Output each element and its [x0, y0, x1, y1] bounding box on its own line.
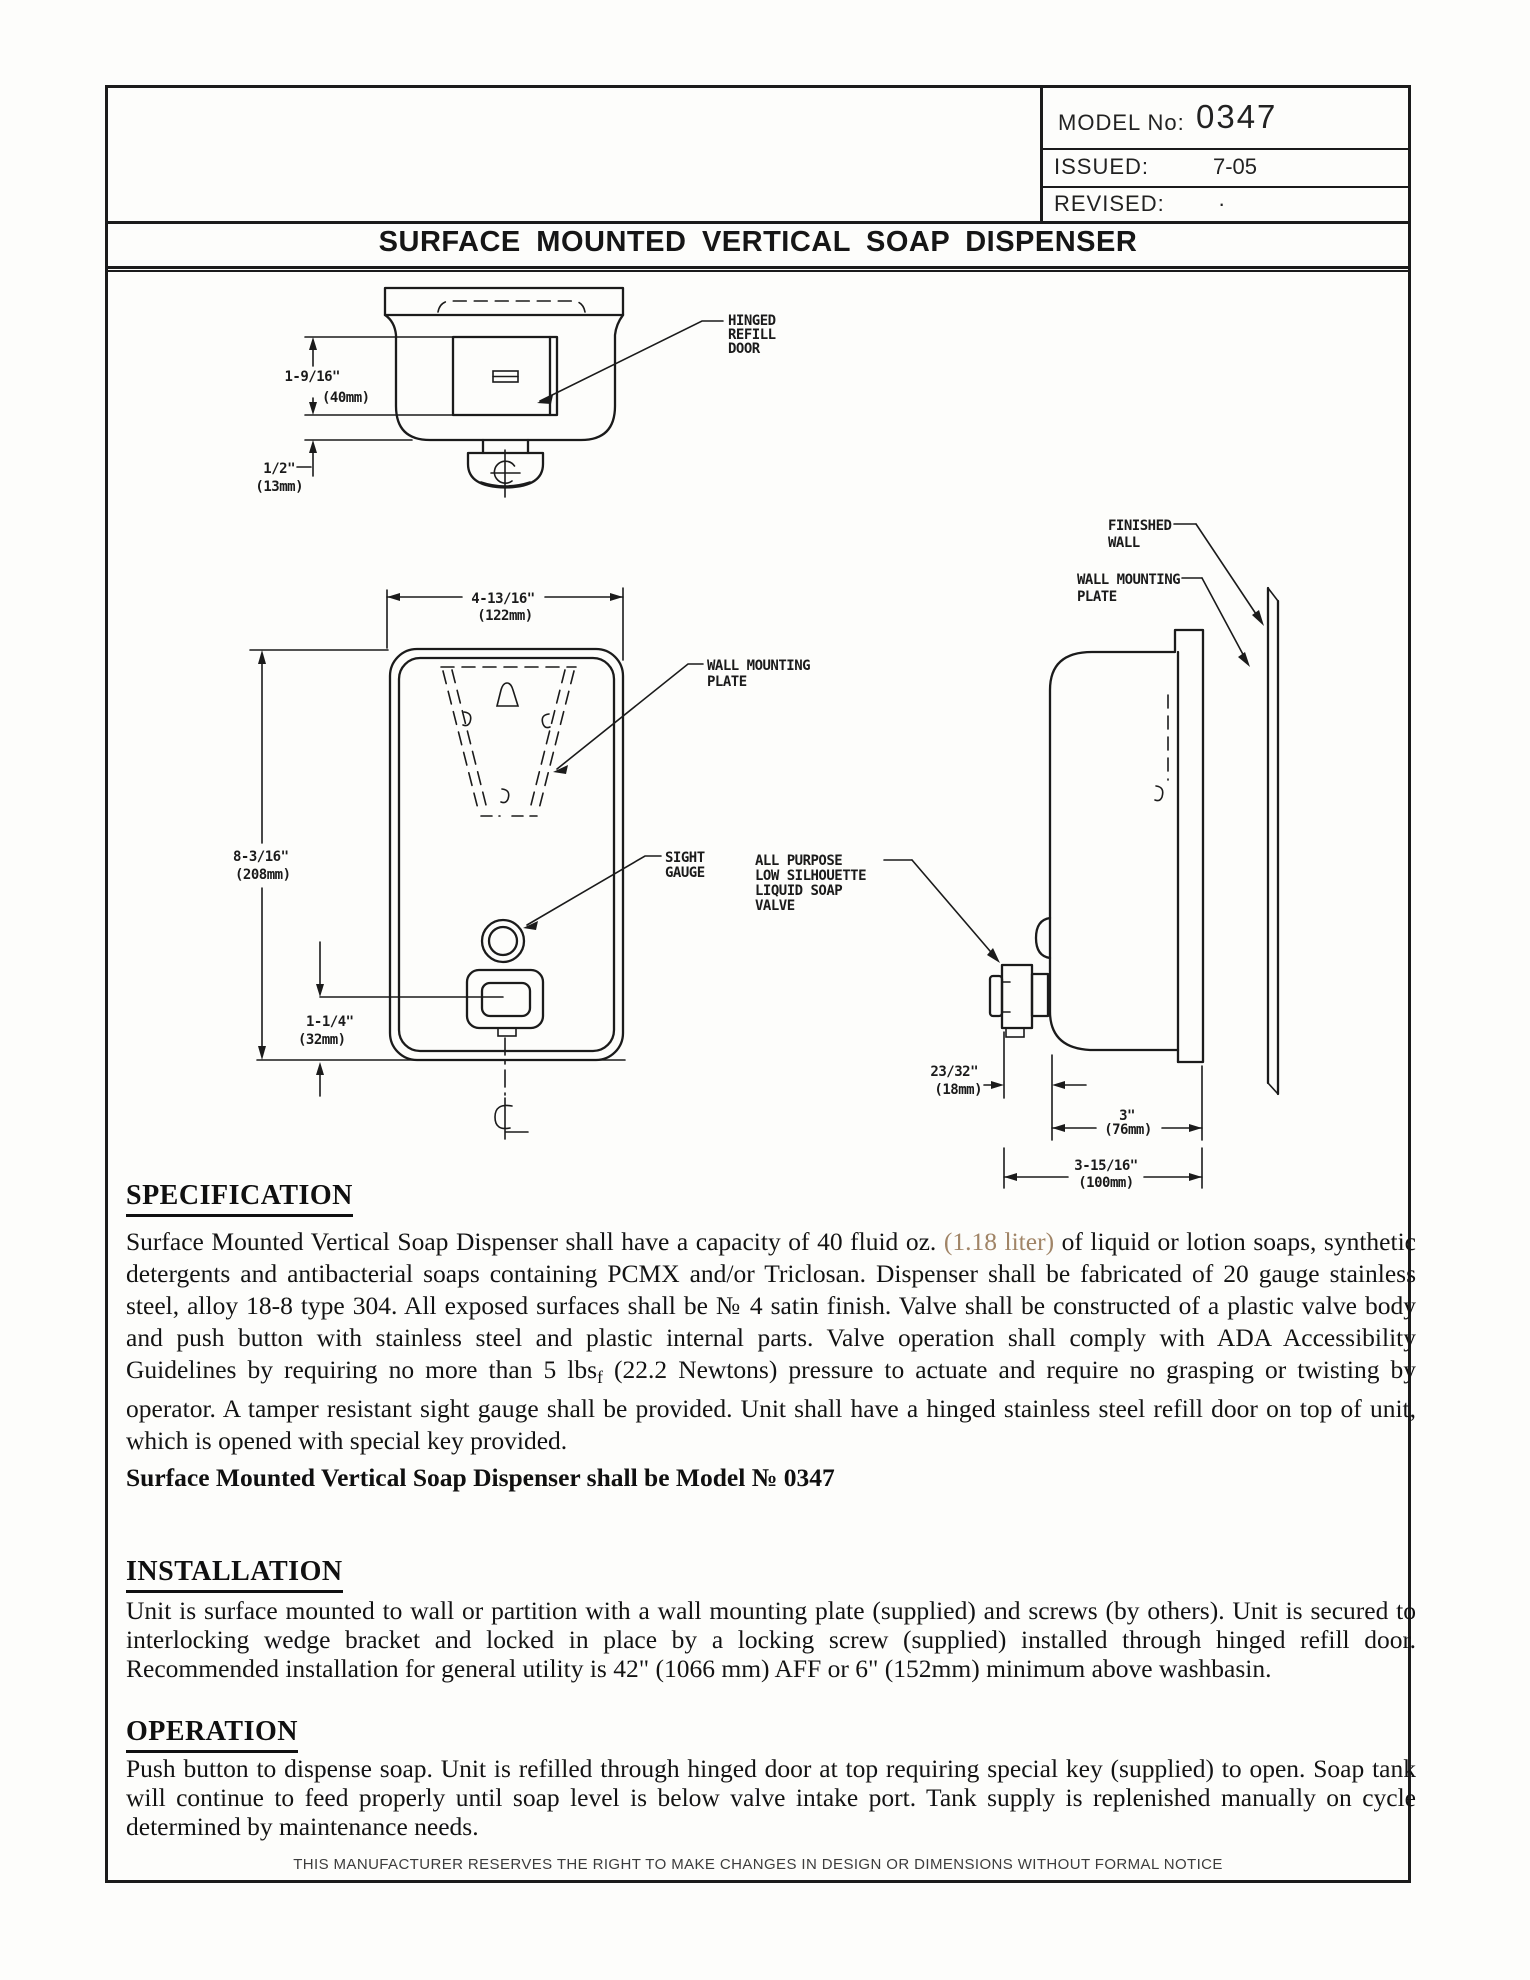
- side-valve-assembly: [990, 965, 1048, 1037]
- valve-label: [755, 853, 1000, 963]
- dim-depth: [284, 337, 453, 415]
- valve-label-line1: ALL PURPOSE: [755, 853, 843, 869]
- dim-total-depth: [1004, 1148, 1202, 1191]
- model-statement: Surface Mounted Vertical Soap Dispenser shall be Model № 0347: [126, 1463, 835, 1492]
- dim-protrusion: [930, 1032, 1086, 1140]
- hinged-refill-door-label: [537, 313, 776, 404]
- revised-value: ·: [1218, 191, 1226, 216]
- issued-label: ISSUED:: [1054, 154, 1150, 179]
- dim-protrusion-mm: (18mm): [934, 1082, 982, 1098]
- valve-recess: [1036, 918, 1050, 958]
- wall-arrow: [1252, 610, 1264, 626]
- page-title: SURFACE MOUNTED VERTICAL SOAP DISPENSER: [378, 226, 1138, 258]
- spec-text-run: (22.2 Newtons) pressure to actuate and require no grasping or twisting by operator. A tamper resistant sight gauge shall be provided. Unit shall have a hinged stainless steel refill door on top of unit, which is opened with special key provided.: [126, 1355, 1416, 1455]
- wall-leader: [1196, 524, 1260, 620]
- mounting-plate-hidden-outline: [441, 667, 576, 816]
- dim-body-depth: [1052, 1066, 1202, 1140]
- model-value: 0347: [1196, 98, 1278, 135]
- front-body-inner: [399, 658, 614, 1051]
- sight-label-line1: SIGHT: [665, 850, 705, 866]
- dim-height-in: 8-3/16": [233, 849, 289, 865]
- wall-label-line2: WALL: [1108, 535, 1140, 551]
- front-body-outer: [390, 649, 623, 1060]
- side-view-drawing: [755, 518, 1278, 1191]
- door-label-line1: HINGED: [728, 313, 776, 329]
- issued-value: 7-05: [1213, 154, 1258, 179]
- dim-total-in: 3-15/16": [1074, 1158, 1138, 1174]
- installation-paragraph: Unit is surface mounted to wall or partition with a wall mounting plate (supplied) and screws (by others). Unit is secured to interlocking wedge bracket and locked in place by a locking screw (supplied) installed through hinged refill door. Recommended installation for general utility is 42" (1066 mm) AFF or 6" (152mm) minimum above washbasin.: [126, 1596, 1416, 1683]
- dim-body-in: 3": [1119, 1108, 1135, 1124]
- front-plate-label-line2: PLATE: [707, 674, 747, 690]
- hanger-triangle: [497, 683, 518, 706]
- door-label-line2: REFILL: [728, 327, 776, 343]
- door-label-line3: DOOR: [728, 341, 760, 357]
- sight-label-line2: GAUGE: [665, 865, 705, 881]
- valve-leader: [912, 860, 996, 958]
- installation-heading-text: INSTALLATION: [126, 1556, 343, 1593]
- valve-label-line4: VALVE: [755, 898, 795, 914]
- dim-button-in: 1-1/4": [306, 1014, 354, 1030]
- dim-button-mm: (32mm): [298, 1032, 346, 1048]
- hook-bottom: [501, 789, 509, 803]
- side-plate-arrow: [1238, 652, 1250, 667]
- centerline-target: [491, 450, 520, 497]
- dim-total-mm: (100mm): [1078, 1175, 1134, 1191]
- valve-label-line2: LOW SILHOUETTE: [755, 868, 867, 884]
- dim-protrusion-in: 23/32": [930, 1064, 978, 1080]
- side-body-profile: [1036, 630, 1203, 1062]
- top-view-drawing: [255, 288, 775, 497]
- dim-width-in: 4-13/16": [471, 591, 535, 607]
- door-leader-line: [540, 321, 723, 401]
- dim-height: [233, 650, 625, 1060]
- spec-liter-note: (1.18 liter): [943, 1227, 1055, 1256]
- dim-height-mm: (208mm): [235, 867, 291, 883]
- dim-body-mm: (76mm): [1104, 1122, 1152, 1138]
- dim-lip: [255, 440, 412, 495]
- dim-depth-mm: (40mm): [322, 390, 370, 406]
- lid-hidden-line: [438, 301, 585, 312]
- dim-button: [298, 942, 503, 1096]
- side-plate-label-line2: PLATE: [1077, 589, 1117, 605]
- valve-label-line3: LIQUID SOAP: [755, 883, 843, 899]
- revised-label: REVISED:: [1054, 191, 1165, 216]
- dim-depth-in: 1-9/16": [284, 369, 340, 385]
- sight-leader: [527, 856, 661, 925]
- specification-heading-text: SPECIFICATION: [126, 1180, 353, 1217]
- side-plate-label-line1: WALL MOUNTING: [1077, 572, 1181, 588]
- front-view-drawing: [233, 588, 810, 1139]
- dim-width-mm: (122mm): [477, 608, 533, 624]
- wall-bottom-edge: [1268, 1083, 1278, 1094]
- valve-spout: [498, 1028, 516, 1036]
- push-button-inner: [482, 983, 530, 1016]
- front-plate-label: [553, 658, 810, 774]
- spec-text-run: of liquid or lotion soaps, synthetic detergents and antibacterial soaps containing PCMX and/or Triclosan. Dispenser shall be fabricated of 20 gauge stainless steel, alloy 18-8 type 304. All exposed surfaces shall be № 4 satin finish. Valve shall be constructed of a plastic valve body and push button with stainless steel and plastic internal parts. Valve operation shall comply with ADA Accessibility Guidelines by requiring no more than 5 lbs: [126, 1227, 1416, 1384]
- door-leader-arrow: [537, 395, 553, 404]
- operation-heading-text: OPERATION: [126, 1716, 298, 1753]
- dim-lip-in: 1/2": [263, 461, 295, 477]
- centerline-symbol: [495, 1098, 528, 1139]
- hook-right: [542, 714, 550, 728]
- footer-disclaimer: THIS MANUFACTURER RESERVES THE RIGHT TO MAKE CHANGES IN DESIGN OR DIMENSIONS WITHOUT FORMAL NOTICE: [293, 1856, 1223, 1873]
- model-label: MODEL No:: [1058, 110, 1185, 135]
- wall-top-edge: [1268, 588, 1278, 601]
- hanger-hook: [1155, 786, 1163, 801]
- spec-lbs-subscript: f: [597, 1367, 603, 1387]
- front-plate-leader: [557, 664, 703, 769]
- operation-paragraph: Push button to dispense soap. Unit is refilled through hinged door at top requiring special key (supplied) to open. Soap tank will continue to feed properly until soap level is below valve intake port. Tank supply is replenished manually on cycle determined by maintenance needs.: [126, 1754, 1416, 1841]
- wall-label-line1: FINISHED: [1108, 518, 1172, 534]
- spec-text-run: Surface Mounted Vertical Soap Dispenser shall have a capacity of 40 fluid oz.: [126, 1227, 944, 1256]
- push-button-outer: [467, 970, 543, 1028]
- front-plate-label-line1: WALL MOUNTING: [707, 658, 811, 674]
- dim-lip-mm: (13mm): [255, 479, 303, 495]
- sight-gauge-inner: [489, 927, 517, 955]
